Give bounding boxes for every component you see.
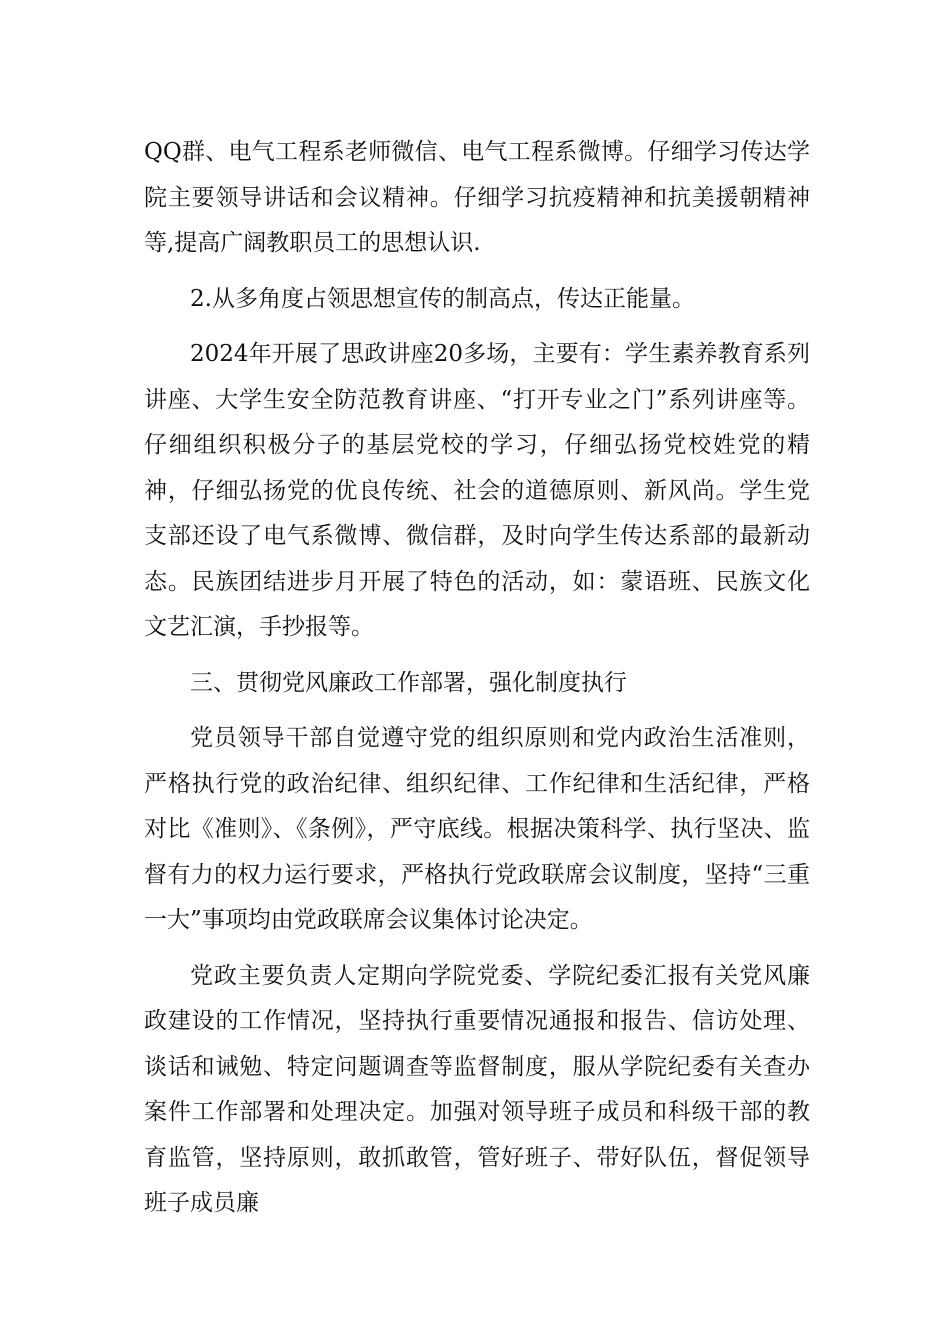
paragraph-subheading-2: 2.从多角度占领思想宣传的制高点，传达正能量。 [190, 285, 695, 312]
paragraph-reporting: 党政主要负责人定期向学院党委、学院纪委汇报有关党风廉政建设的工作情况，坚持执行重要情况通报和报告、信访处理、谈话和诫勉、特定问题调查等监督制度，服从学院纪委有关查办案件工作部署和处理决定。加强对领导班子成员和科级干部的教育监管，坚持原则，敢抓敢管，管好班子、带好队伍，督促领导班子成员廉 [144, 962, 810, 1216]
paragraph-continuation: QQ群、电气工程系老师微信、电气工程系微博。仔细学习传达学院主要领导讲话和会议精神。仔细学习抗疫精神和抗美援朝精神等,提高广阔教职员工的思想认识. [144, 139, 810, 256]
paragraph-lectures: 2024年开展了思政讲座20多场，主要有：学生素养教育系列讲座、大学生安全防范教育讲座、“打开专业之门”系列讲座等。仔细组织积极分子的基层党校的学习，仔细弘扬党校姓党的精神，仔细弘扬党的优良传统、社会的道德原则、新风尚。学生党支部还设了电气系微博、微信群，及时向学生传达系部的最新动态。民族团结进步月开展了特色的活动，如：蒙语班、民族文化文艺汇演，手抄报等。 [144, 341, 810, 640]
document-body [144, 130, 810, 1237]
section-heading-3: 三、贯彻党风廉政工作部署，强化制度执行 [190, 669, 627, 696]
paragraph-discipline: 党员领导干部自觉遵守党的组织原则和党内政治生活准则，严格执行党的政治纪律、组织纪律、工作纪律和生活纪律，严格对比《准则》、《条例》，严守底线。根据决策科学、执行坚决、监督有力的权力运行要求，严格执行党政联席会议制度，坚持“三重一大”事项均由党政联席会议集体讨论决定。 [144, 725, 810, 933]
